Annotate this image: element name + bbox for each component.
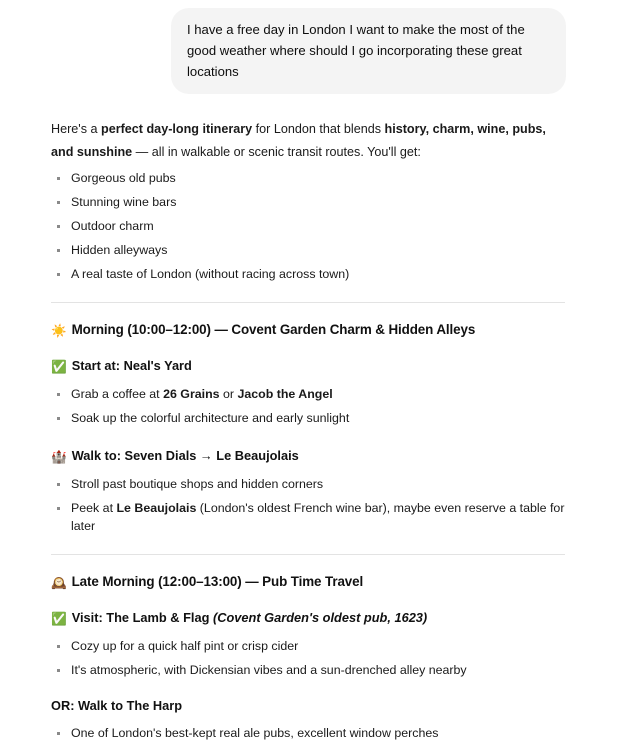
- subsection-heading-seven-dials: [51, 446, 565, 466]
- check-mark-emoji: ✅: [51, 609, 67, 628]
- intro-bold-2: history, charm, wine, pubs, and sunshine: [51, 122, 546, 159]
- list-item: [51, 385, 565, 404]
- castle-emoji: 🏰: [51, 447, 67, 466]
- bullet-pre: Stroll past boutique shops and hidden corners: [71, 477, 323, 491]
- intro-bullet-list: [51, 169, 565, 284]
- intro-bold-1: perfect day-long itinerary: [101, 122, 252, 136]
- list-item: [51, 661, 565, 680]
- subsection-bullet-list: [51, 475, 565, 536]
- intro-paragraph: [51, 118, 565, 163]
- list-item: [51, 475, 565, 494]
- subsection-heading-neals-yard: [51, 356, 565, 376]
- list-item: Hidden alleyways: [51, 241, 565, 260]
- bullet-bold-2: Jacob the Angel: [237, 387, 332, 401]
- assistant-turn: [0, 94, 631, 742]
- section-divider: [51, 302, 565, 303]
- sun-emoji: ☀️: [51, 321, 67, 341]
- subsection-heading-note: (Covent Garden's oldest pub, 1623): [213, 610, 427, 625]
- subsection-heading-text: Walk to: Seven Dials → Le Beaujolais: [72, 448, 299, 463]
- section-divider: [51, 554, 565, 555]
- list-item: Outdoor charm: [51, 217, 565, 236]
- subsection-bullet-list: [51, 724, 565, 742]
- list-item: Gorgeous old pubs: [51, 169, 565, 188]
- intro-tail: — all in walkable or scenic transit routes. You'll get:: [132, 145, 421, 159]
- subsection-bullet-list: [51, 385, 565, 428]
- check-mark-emoji: ✅: [51, 357, 67, 376]
- intro-lead: Here's a: [51, 122, 101, 136]
- subsection-heading-lamb-and-flag: [51, 608, 565, 628]
- bullet-pre: Grab a coffee at: [71, 387, 163, 401]
- list-item: A real taste of London (without racing across town): [51, 265, 565, 284]
- subsection-heading-text: Start at: Neal's Yard: [72, 358, 192, 373]
- bullet-mid: or: [220, 387, 238, 401]
- bullet-pre: Soak up the colorful architecture and early sunlight: [71, 411, 349, 425]
- section-heading-text: Late Morning (12:00–13:00) — Pub Time Travel: [72, 574, 364, 589]
- section-heading-text: Morning (10:00–12:00) — Covent Garden Charm & Hidden Alleys: [72, 322, 476, 337]
- bullet-mid: (London's oldest French wine bar), maybe even reserve a table for later: [71, 501, 564, 534]
- list-item: [51, 409, 565, 428]
- list-item: [51, 724, 565, 742]
- mantelpiece-clock-emoji: 🕰️: [51, 573, 67, 593]
- bullet-pre: Cozy up for a quick half pint or crisp cider: [71, 639, 298, 653]
- subsection-bullet-list: [51, 637, 565, 680]
- bullet-bold-1: 26 Grains: [163, 387, 219, 401]
- list-item: Stunning wine bars: [51, 193, 565, 212]
- list-item: [51, 637, 565, 656]
- user-message-bubble: I have a free day in London I want to make the most of the good weather where should I go incorporating these great locations: [171, 8, 566, 94]
- spacer: [51, 433, 565, 446]
- subsection-heading-the-harp: [51, 696, 565, 715]
- spacer: [51, 685, 565, 696]
- user-turn: [0, 0, 631, 94]
- section-heading-late-morning: [51, 572, 565, 593]
- bullet-pre: Peek at: [71, 501, 116, 515]
- bullet-bold-1: Le Beaujolais: [116, 501, 196, 515]
- intro-mid: for London that blends: [252, 122, 384, 136]
- section-heading-morning: [51, 320, 565, 341]
- subsection-heading-text: OR: Walk to The Harp: [51, 698, 182, 713]
- bullet-pre: It's atmospheric, with Dickensian vibes and a sun-drenched alley nearby: [71, 663, 467, 677]
- subsection-heading-text: Visit: The Lamb & Flag: [72, 610, 213, 625]
- bullet-pre: One of London's best-kept real ale pubs, excellent window perches: [71, 726, 438, 740]
- list-item: [51, 499, 565, 536]
